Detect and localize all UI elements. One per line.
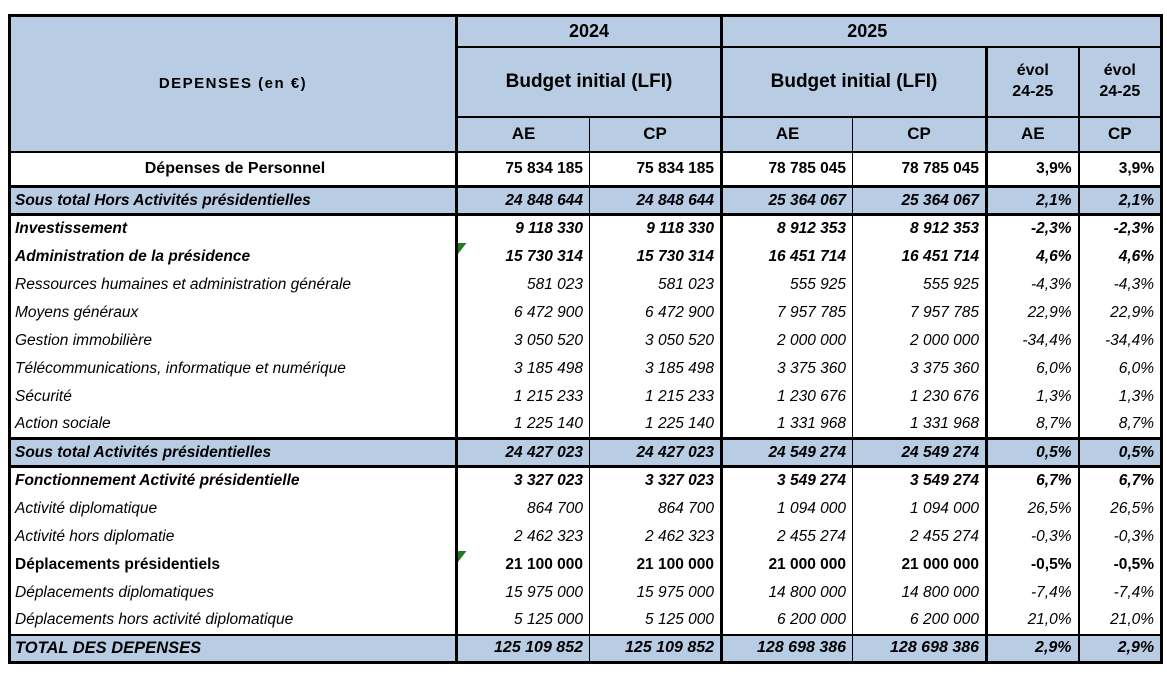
- row-label: Action sociale: [10, 411, 457, 439]
- table-title: DEPENSES (en €): [10, 16, 457, 152]
- evol-cp-col-header: CP: [1079, 117, 1162, 152]
- row-label: Investissement: [10, 215, 457, 243]
- cp-2025-cell: 3 375 360: [853, 355, 987, 383]
- row-label: Moyens généraux: [10, 299, 457, 327]
- row-label: Administration de la présidence: [10, 243, 457, 271]
- evol-cp-cell: 26,5%: [1110, 499, 1155, 517]
- evol-cp-cell: 6,7%: [1118, 472, 1155, 490]
- table-row: [10, 355, 1162, 383]
- cp-2025-cell: 78 785 045: [853, 152, 987, 187]
- ae-2024-cell: 24 427 023: [457, 439, 590, 467]
- ae-2024-cell: 125 109 852: [457, 635, 590, 663]
- table-row: [10, 299, 1162, 327]
- year-2024-header: 2024: [457, 16, 722, 47]
- ae-2024-cell: 9 118 330: [457, 215, 590, 243]
- row-label: Gestion immobilière: [10, 327, 457, 355]
- cp-2024-cell: 581 023: [590, 271, 722, 299]
- ae-2025-cell: 6 200 000: [722, 607, 853, 635]
- evol-cp-cell: 3,9%: [1079, 152, 1162, 187]
- cp-2025-cell: 1 230 676: [853, 383, 987, 411]
- cp-2025-cell: 128 698 386: [853, 635, 987, 663]
- cp-2025-cell: 555 925: [853, 271, 987, 299]
- ae-2025-cell: 16 451 714: [722, 243, 853, 271]
- evol-ae-cell: -34,4%: [987, 327, 1079, 355]
- ae-2025-cell: 14 800 000: [722, 579, 853, 607]
- cp-2025-col-header: CP: [853, 117, 987, 152]
- cp-2024-cell: 1 215 233: [590, 383, 722, 411]
- ae-2024-cell: 581 023: [457, 271, 590, 299]
- cp-2025-cell: 7 957 785: [853, 299, 987, 327]
- ae-2025-cell: 1 331 968: [722, 411, 853, 439]
- ae-2024-cell: 15 730 314: [457, 243, 590, 271]
- evol-cp-cell: 22,9%: [1110, 303, 1155, 321]
- ae-2024-cell: 3 185 498: [457, 355, 590, 383]
- cp-2024-cell: 6 472 900: [590, 299, 722, 327]
- evol-ae-cell: 26,5%: [987, 495, 1079, 523]
- evol-cp-cell: 1,3%: [1118, 387, 1155, 405]
- ae-2024-cell: 1 225 140: [457, 411, 590, 439]
- table-row: [10, 607, 1162, 635]
- row-label: Déplacements présidentiels: [10, 551, 457, 579]
- row-label: Déplacements hors activité diplomatique: [10, 607, 457, 635]
- evol-cp-cell: 2,9%: [1079, 635, 1162, 663]
- cp-2025-cell: 1 094 000: [853, 495, 987, 523]
- header-row-years: [10, 16, 1162, 47]
- evol-ae-cell: 0,5%: [987, 439, 1079, 467]
- cp-2025-cell: 6 200 000: [853, 607, 987, 635]
- ae-2025-cell: 2 000 000: [722, 327, 853, 355]
- row-label: Sous total Activités présidentielles: [10, 439, 457, 467]
- cp-2024-cell: 9 118 330: [590, 215, 722, 243]
- ae-2025-cell: 3 549 274: [722, 467, 853, 495]
- cp-2024-cell: 5 125 000: [590, 607, 722, 635]
- cp-2025-cell: 3 549 274: [853, 467, 987, 495]
- cp-2025-cell: 21 000 000: [853, 551, 987, 579]
- cp-2024-col-header: CP: [590, 117, 722, 152]
- evol-ae-cell: 6,0%: [987, 355, 1079, 383]
- evol-ae-cell: 2,9%: [987, 635, 1079, 663]
- table-row: [10, 439, 1162, 467]
- ae-2025-cell: 25 364 067: [722, 187, 853, 215]
- ae-2025-cell: 8 912 353: [722, 215, 853, 243]
- row-label: Activité hors diplomatie: [10, 523, 457, 551]
- ae-2025-cell: 128 698 386: [722, 635, 853, 663]
- evol-ae-cell: 8,7%: [987, 411, 1079, 439]
- table-row: [10, 411, 1162, 439]
- evol-cp-cell: -7,4%: [1113, 583, 1155, 601]
- evol-ae-cell: 22,9%: [987, 299, 1079, 327]
- evol-ae-cell: 2,1%: [987, 187, 1079, 215]
- table-row: [10, 495, 1162, 523]
- row-label: Déplacements diplomatiques: [10, 579, 457, 607]
- evol-ae-cell: 1,3%: [987, 383, 1079, 411]
- cp-2024-cell: 15 730 314: [590, 243, 722, 271]
- table-row: [10, 523, 1162, 551]
- table-row: [10, 635, 1162, 663]
- row-label: Sécurité: [10, 383, 457, 411]
- table-row: [10, 327, 1162, 355]
- cp-2024-cell: 864 700: [590, 495, 722, 523]
- cp-2025-cell: 25 364 067: [853, 187, 987, 215]
- evol-cp-cell: -0,3%: [1113, 527, 1155, 545]
- ae-2025-cell: 3 375 360: [722, 355, 853, 383]
- cp-2025-cell: 1 331 968: [853, 411, 987, 439]
- evol-cp-cell: -2,3%: [1113, 220, 1155, 238]
- cp-2025-cell: 14 800 000: [853, 579, 987, 607]
- cp-2024-cell: 15 975 000: [590, 579, 722, 607]
- cp-2025-cell: 2 000 000: [853, 327, 987, 355]
- cp-2025-cell: 2 455 274: [853, 523, 987, 551]
- cp-2025-cell: 16 451 714: [853, 243, 987, 271]
- cp-2024-cell: 24 427 023: [590, 439, 722, 467]
- row-label: Ressources humaines et administration générale: [10, 271, 457, 299]
- ae-2025-cell: 24 549 274: [722, 439, 853, 467]
- ae-2024-cell: 864 700: [457, 495, 590, 523]
- ae-2024-cell: 21 100 000: [457, 551, 590, 579]
- row-label: Fonctionnement Activité présidentielle: [10, 467, 457, 495]
- table-header: [10, 16, 1162, 152]
- evol-ae-cell: 3,9%: [987, 152, 1079, 187]
- evol-ae-cell: 21,0%: [987, 607, 1079, 635]
- cp-2024-cell: 125 109 852: [590, 635, 722, 663]
- budget-initial-2024-header: Budget initial (LFI): [457, 47, 722, 117]
- evol-cp-cell: -0,5%: [1113, 555, 1155, 573]
- cp-2025-cell: 8 912 353: [853, 215, 987, 243]
- cp-2024-cell: 1 225 140: [590, 411, 722, 439]
- ae-2024-cell: 24 848 644: [457, 187, 590, 215]
- ae-2024-col-header: AE: [457, 117, 590, 152]
- evol-cp-header: évol 24-25: [1079, 47, 1162, 117]
- evol-ae-cell: 6,7%: [987, 467, 1079, 495]
- cp-2024-cell: 2 462 323: [590, 523, 722, 551]
- ae-2024-cell: 2 462 323: [457, 523, 590, 551]
- ae-2024-cell: 1 215 233: [457, 383, 590, 411]
- ae-2025-col-header: AE: [722, 117, 853, 152]
- evol-cp-cell: 0,5%: [1079, 439, 1162, 467]
- table-row: [10, 579, 1162, 607]
- table-row: [10, 215, 1162, 243]
- expenses-table: [8, 14, 1163, 664]
- budget-initial-2025-header: Budget initial (LFI): [722, 47, 987, 117]
- evol-ae-cell: -2,3%: [987, 215, 1079, 243]
- cp-2024-cell: 3 185 498: [590, 355, 722, 383]
- evol-cp-cell: -4,3%: [1113, 275, 1155, 293]
- evol-ae-cell: -4,3%: [987, 271, 1079, 299]
- ae-2024-cell: 75 834 185: [457, 152, 590, 187]
- ae-2025-cell: 2 455 274: [722, 523, 853, 551]
- ae-2025-cell: 1 230 676: [722, 383, 853, 411]
- year-2025-label: 2025: [847, 20, 888, 41]
- evol-cp-cell: 2,1%: [1079, 187, 1162, 215]
- ae-2025-cell: 1 094 000: [722, 495, 853, 523]
- table-row: [10, 271, 1162, 299]
- ae-2024-cell: 3 050 520: [457, 327, 590, 355]
- evol-cp-cell: 6,0%: [1118, 359, 1155, 377]
- row-label: TOTAL DES DEPENSES: [10, 635, 457, 663]
- evol-ae-col-header: AE: [987, 117, 1079, 152]
- comment-marker-icon: [458, 243, 468, 254]
- ae-2024-cell: 15 975 000: [457, 579, 590, 607]
- evol-ae-cell: -7,4%: [987, 579, 1079, 607]
- table-row: [10, 467, 1162, 495]
- evol-cp-cell: 8,7%: [1079, 411, 1162, 439]
- table-row: [10, 152, 1162, 187]
- evol-cp-cell: 21,0%: [1079, 607, 1162, 635]
- evol-ae-header: évol 24-25: [987, 47, 1079, 117]
- evol-ae-cell: -0,5%: [987, 551, 1079, 579]
- table-row: [10, 551, 1162, 579]
- comment-marker-icon: [458, 551, 468, 562]
- ae-2025-cell: 555 925: [722, 271, 853, 299]
- cp-2024-cell: 24 848 644: [590, 187, 722, 215]
- table-row: [10, 243, 1162, 271]
- evol-ae-cell: 4,6%: [987, 243, 1079, 271]
- ae-2025-cell: 78 785 045: [722, 152, 853, 187]
- ae-2025-cell: 7 957 785: [722, 299, 853, 327]
- year-2025-header: [722, 16, 1162, 47]
- cp-2024-cell: 75 834 185: [590, 152, 722, 187]
- cp-2024-cell: 3 327 023: [590, 467, 722, 495]
- cp-2024-cell: 21 100 000: [590, 551, 722, 579]
- ae-2025-cell: 21 000 000: [722, 551, 853, 579]
- ae-2024-cell: 3 327 023: [457, 467, 590, 495]
- cp-2024-cell: 3 050 520: [590, 327, 722, 355]
- ae-2024-cell: 6 472 900: [457, 299, 590, 327]
- row-label: Activité diplomatique: [10, 495, 457, 523]
- table-row: [10, 187, 1162, 215]
- evol-ae-cell: -0,3%: [987, 523, 1079, 551]
- cp-2025-cell: 24 549 274: [853, 439, 987, 467]
- evol-cp-cell: -34,4%: [1104, 331, 1155, 349]
- row-label: Sous total Hors Activités présidentielles: [10, 187, 457, 215]
- row-label: Télécommunications, informatique et numérique: [10, 355, 457, 383]
- evol-cp-cell: 4,6%: [1118, 247, 1155, 265]
- ae-2024-cell: 5 125 000: [457, 607, 590, 635]
- row-label: Dépenses de Personnel: [10, 152, 457, 187]
- table-row: [10, 383, 1162, 411]
